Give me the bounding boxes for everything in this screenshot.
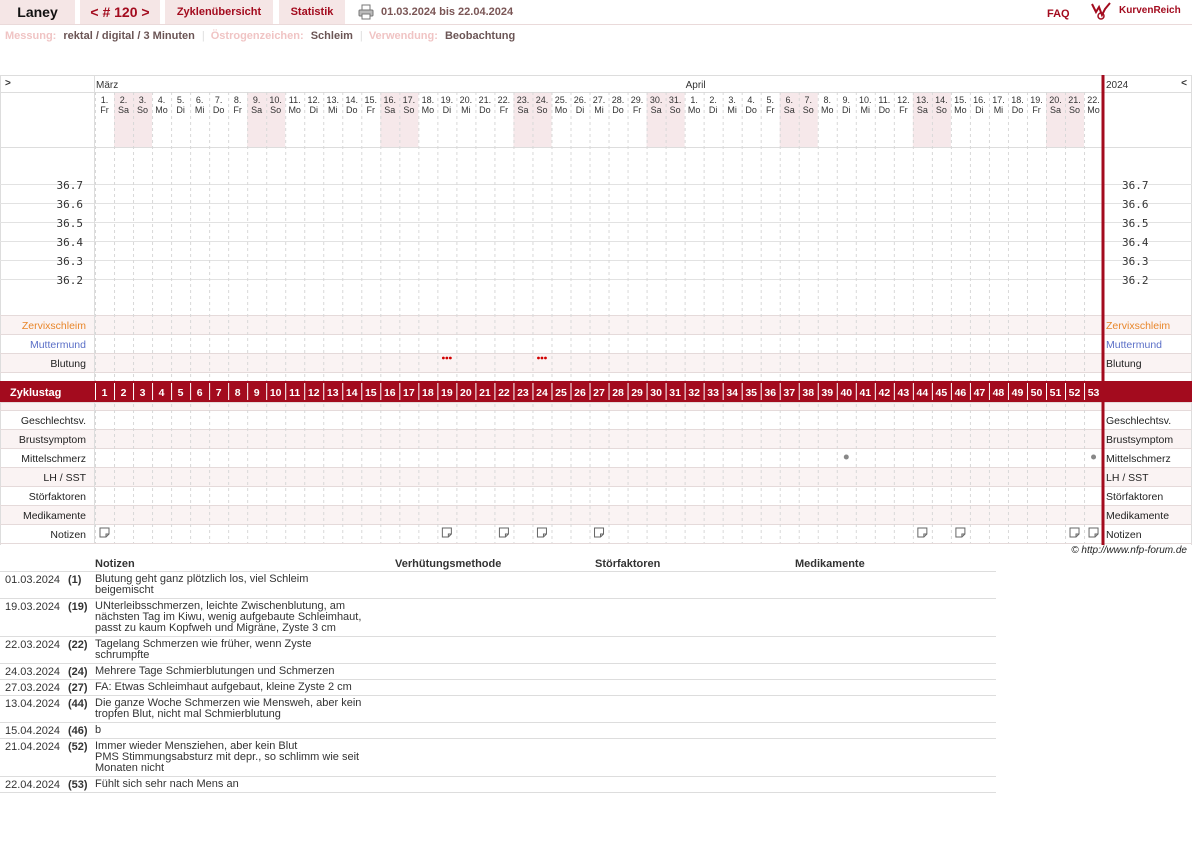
day-number: 3. <box>138 95 147 105</box>
cycleday-number: 43 <box>897 387 910 399</box>
row-label-disturb: Störfaktoren <box>28 491 86 503</box>
row-label-cervix: Zervixschleim <box>21 320 86 332</box>
notes-row <box>0 572 996 599</box>
row-label-right-bleeding: Blutung <box>1106 358 1142 370</box>
note-text: Tagelang Schmerzen wie früher, wenn Zyste schrumpfte <box>95 638 312 661</box>
day-number: 2. <box>709 95 717 105</box>
weekday-label: Di <box>575 105 585 115</box>
cycleday-number: 17 <box>402 387 415 399</box>
note-cycleday: (22) <box>68 639 88 651</box>
cycleday-number: 21 <box>479 387 491 399</box>
cycleday-number: 47 <box>973 387 986 399</box>
day-number: 20. <box>1049 95 1062 105</box>
note-date: 21.04.2024 <box>5 741 61 753</box>
cycleday-number: 31 <box>669 387 681 399</box>
cycleday-number: 26 <box>574 387 586 399</box>
note-text: Blutung geht ganz plötzlich los, viel Schleim beigemischt <box>95 573 309 596</box>
row-band <box>0 429 1192 448</box>
notes-row <box>0 739 996 777</box>
notes-table <box>0 557 996 793</box>
cycleday-number: 18 <box>422 387 434 399</box>
notes-row <box>0 696 996 723</box>
cycleday-number: 30 <box>650 387 662 399</box>
note-date: 27.03.2024 <box>5 682 61 694</box>
date-range: 01.03.2024 bis 22.04.2024 <box>381 6 514 18</box>
day-number: 5. <box>766 95 774 105</box>
day-number: 4. <box>747 95 755 105</box>
note-date: 19.03.2024 <box>5 601 61 613</box>
day-number: 18. <box>1011 95 1024 105</box>
day-number: 12. <box>307 95 320 105</box>
day-number: 8. <box>233 95 242 105</box>
month-label: März <box>96 80 119 91</box>
cycleday-number: 5 <box>177 387 184 399</box>
cycleday-number: 39 <box>821 387 834 399</box>
weekday-label: Mi <box>594 105 604 115</box>
day-number: 16. <box>383 95 397 105</box>
note-date: 24.03.2024 <box>5 666 61 678</box>
row-label-mumu: Muttermund <box>29 339 86 351</box>
temp-tick-label-right: 36.4 <box>1122 236 1149 249</box>
printer-icon[interactable] <box>358 4 374 20</box>
note-cycleday: (53) <box>68 779 88 791</box>
row-band <box>0 410 1192 429</box>
day-number: 21. <box>478 95 492 105</box>
weekday-label: Mi <box>461 105 471 115</box>
estrogen-value: Schleim <box>310 30 353 42</box>
midpain-marker <box>1091 455 1096 460</box>
note-cycleday: (24) <box>68 666 88 678</box>
copyright: © http://www.nfp-forum.de <box>1071 545 1187 556</box>
day-number: 7. <box>804 95 813 105</box>
day-number: 28. <box>611 95 625 105</box>
cycleday-label: Zyklustag <box>10 387 62 399</box>
note-cycleday: (52) <box>68 741 88 753</box>
weekday-label: Sa <box>118 105 130 115</box>
day-number: 29. <box>630 95 644 105</box>
day-number: 2. <box>119 95 128 105</box>
row-band <box>0 448 1192 467</box>
nav-prev-arrow: > <box>5 78 11 89</box>
note-cycleday: (46) <box>68 725 88 737</box>
row-label-meds: Medikamente <box>22 510 86 522</box>
day-number: 8. <box>823 95 832 105</box>
row-label-right-notes: Notizen <box>1106 529 1142 541</box>
bleeding-marker <box>544 357 547 360</box>
notes-row <box>0 637 996 664</box>
day-number: 23. <box>516 95 530 105</box>
cycleday-number: 34 <box>726 387 739 399</box>
notes-rows <box>0 572 996 793</box>
weekday-label: Fr <box>499 105 509 115</box>
row-label-right-mumu: Muttermund <box>1106 339 1163 351</box>
day-number: 24. <box>535 95 549 105</box>
usage-label: Verwendung: <box>368 30 438 42</box>
day-number: 13. <box>916 95 929 105</box>
day-number: 10. <box>859 95 872 105</box>
weekday-label: Fr <box>899 105 908 115</box>
weekday-label: Mo <box>821 105 834 115</box>
day-number: 5. <box>176 95 185 105</box>
note-icon[interactable] <box>442 528 451 537</box>
cycleday-number: 49 <box>1011 387 1024 399</box>
cycleday-number: 13 <box>326 387 339 399</box>
bleeding-marker <box>445 357 448 360</box>
note-cycleday: (44) <box>68 698 88 710</box>
weekday-label: Mi <box>727 105 737 115</box>
day-number: 16. <box>973 95 986 105</box>
note-text: Mehrere Tage Schmierblutungen und Schmerzen <box>95 665 335 677</box>
cycleday-number: 25 <box>555 387 567 399</box>
cycle-selector[interactable]: < # 120 > <box>80 0 160 24</box>
temp-tick-label: 36.2 <box>56 274 83 287</box>
weekday-label: So <box>403 105 415 115</box>
year-label: 2024 <box>1106 80 1129 91</box>
weekday-label: Do <box>479 105 491 115</box>
col-method: Verhütungsmethode <box>395 558 502 570</box>
weekday-label: Di <box>975 105 984 115</box>
row-band <box>0 486 1192 505</box>
cycleday-number: 48 <box>992 387 1005 399</box>
tab-cycle-overview[interactable]: Zyklenübersicht <box>165 0 273 24</box>
cycleday-number: 3 <box>139 387 146 399</box>
note-icon[interactable] <box>100 528 109 537</box>
weekday-label: So <box>669 105 681 115</box>
temp-tick-label: 36.4 <box>56 236 83 249</box>
cycleday-number: 12 <box>307 387 320 399</box>
temp-tick-label: 36.5 <box>56 217 83 230</box>
day-number: 1. <box>100 95 109 105</box>
temp-tick-label-right: 36.3 <box>1122 255 1149 268</box>
cycleday-number: 44 <box>916 387 929 399</box>
row-label-right-sex: Geschlechtsv. <box>1106 415 1172 427</box>
day-number: 11. <box>288 95 301 105</box>
weekday-label: Fr <box>1032 105 1041 115</box>
weekday-label: Do <box>612 105 624 115</box>
cycleday-number: 24 <box>536 387 548 399</box>
day-number: 19. <box>1030 95 1043 105</box>
notes-row <box>0 680 996 696</box>
row-band <box>0 467 1192 486</box>
note-date: 22.03.2024 <box>5 639 61 651</box>
weekday-label: Do <box>1011 105 1024 115</box>
notes-header <box>0 557 996 572</box>
weekday-label: Sa <box>650 105 662 115</box>
bleeding-marker <box>449 357 452 360</box>
measurement-value: rektal / digital / 3 Minuten <box>63 30 195 42</box>
weekday-label: Mi <box>860 105 871 115</box>
temp-tick-label: 36.6 <box>56 198 83 211</box>
weekday-label: So <box>536 105 548 115</box>
note-text: Immer wieder Mensziehen, aber kein Blut PMS Stimmungsabsturz mit depr., so schlimm wie seit Monaten nicht <box>95 740 360 774</box>
row-label-right-midpain: Mittelschmerz <box>1106 453 1171 465</box>
weekday-label: Sa <box>384 105 396 115</box>
cycleday-number: 50 <box>1030 387 1043 399</box>
day-number: 15. <box>954 95 967 105</box>
weekday-label: Mo <box>1087 105 1100 115</box>
row-label-bleeding: Blutung <box>50 358 86 370</box>
cycleday-number: 9 <box>253 387 260 399</box>
cycleday-number: 40 <box>840 387 853 399</box>
row-band <box>0 372 1192 381</box>
weekday-label: Sa <box>517 105 529 115</box>
user-name[interactable]: Laney <box>0 0 75 24</box>
weekday-label: Sa <box>783 105 795 115</box>
row-label-right-meds: Medikamente <box>1106 510 1170 522</box>
weekday-label: Di <box>842 105 851 115</box>
faq-link[interactable]: FAQ <box>1047 8 1070 20</box>
day-number: 14. <box>935 95 948 105</box>
weekday-label: Do <box>745 105 757 115</box>
note-date: 13.04.2024 <box>5 698 61 710</box>
col-notes: Notizen <box>95 558 135 570</box>
cycleday-number: 19 <box>441 387 453 399</box>
cycleday-number: 14 <box>345 387 358 399</box>
weekday-label: Mi <box>993 105 1004 115</box>
weekday-label: So <box>935 105 947 115</box>
row-label-lh: LH / SST <box>43 472 86 484</box>
cycleday-number: 37 <box>783 387 796 399</box>
month-label: April <box>685 80 706 91</box>
day-number: 19. <box>440 95 454 105</box>
day-number: 17. <box>402 95 416 105</box>
kurvenreich-logo-icon <box>1090 1 1112 21</box>
note-icon[interactable] <box>1070 528 1079 537</box>
weekday-label: Mo <box>687 105 701 115</box>
row-label-breast: Brustsymptom <box>18 434 86 446</box>
cycleday-number: 15 <box>364 387 377 399</box>
measurement-info: Messung: rektal / digital / 3 Minuten | Östrogenzeichen: Schleim | Verwendung: Beobachtung <box>5 30 516 42</box>
temp-tick-label-right: 36.2 <box>1122 274 1149 287</box>
weekday-label: Sa <box>251 105 263 115</box>
row-label-right-cervix: Zervixschleim <box>1106 320 1171 332</box>
day-number: 25. <box>554 95 568 105</box>
day-number: 20. <box>459 95 473 105</box>
cycleday-number: 33 <box>707 387 719 399</box>
cycleday-number: 4 <box>158 387 165 399</box>
note-text: UNterleibsschmerzen, leichte Zwischenblutung, am nächsten Tag im Kiwu, wenig aufgebaute Schleimhaut, passt zu kaum Kopfweh und Migräne, Zyste 3 cm <box>95 600 362 634</box>
note-icon[interactable] <box>1089 528 1098 537</box>
cycleday-number: 53 <box>1087 387 1100 399</box>
note-icon[interactable] <box>595 528 604 537</box>
cycleday-number: 35 <box>745 387 758 399</box>
weekday-label: Sa <box>1050 105 1062 115</box>
day-number: 15. <box>364 95 378 105</box>
cycleday-number: 46 <box>954 387 967 399</box>
day-number: 4. <box>157 95 166 105</box>
day-number: 6. <box>195 95 204 105</box>
day-number: 26. <box>573 95 587 105</box>
weekday-label: Fr <box>366 105 376 115</box>
usage-value: Beobachtung <box>444 30 516 42</box>
cycleday-number: 29 <box>631 387 643 399</box>
weekday-label: Mo <box>288 105 301 115</box>
weekday-label: Mo <box>954 105 967 115</box>
note-cycleday: (19) <box>68 601 88 613</box>
note-text: Fühlt sich sehr nach Mens an <box>95 778 239 790</box>
row-label-right-breast: Brustsymptom <box>1106 434 1174 446</box>
weekday-label: So <box>270 105 282 115</box>
temp-tick-label-right: 36.7 <box>1122 179 1149 192</box>
row-band <box>0 353 1192 372</box>
day-number: 12. <box>897 95 910 105</box>
cycleday-number: 8 <box>234 387 241 399</box>
bleeding-marker <box>537 357 540 360</box>
weekday-label: So <box>1069 105 1081 115</box>
day-number: 13. <box>326 95 340 105</box>
temp-tick-label: 36.7 <box>56 179 83 192</box>
notes-row <box>0 664 996 680</box>
day-number: 9. <box>842 95 851 105</box>
temp-tick-label: 36.3 <box>56 255 83 268</box>
weekday-label: So <box>137 105 149 115</box>
weekday-label: Di <box>442 105 452 115</box>
day-number: 22. <box>497 95 511 105</box>
weekday-label: Mo <box>155 105 168 115</box>
day-number: 17. <box>992 95 1005 105</box>
row-label-notes: Notizen <box>50 529 86 541</box>
temp-tick-label-right: 36.6 <box>1122 198 1149 211</box>
notes-row <box>0 777 996 793</box>
weekday-label: So <box>802 105 814 115</box>
note-date: 01.03.2024 <box>5 574 61 586</box>
cycleday-number: 28 <box>612 387 624 399</box>
cycleday-number: 27 <box>593 387 605 399</box>
day-number: 10. <box>269 95 282 105</box>
nav-next-arrow: < <box>1181 78 1187 89</box>
weekday-label: Do <box>878 105 891 115</box>
cycleday-number: 20 <box>460 387 472 399</box>
midpain-marker <box>844 455 849 460</box>
note-cycleday: (1) <box>68 574 82 586</box>
day-number: 14. <box>345 95 359 105</box>
day-number: 6. <box>785 95 793 105</box>
weekday-label: Mi <box>194 105 205 115</box>
note-cycleday: (27) <box>68 682 88 694</box>
cycleday-number: 7 <box>215 387 222 399</box>
weekday-label: Di <box>708 105 718 115</box>
note-icon[interactable] <box>956 528 965 537</box>
row-band <box>0 505 1192 524</box>
day-number: 9. <box>252 95 261 105</box>
cycle-chart <box>0 75 1192 545</box>
cycleday-number: 16 <box>383 387 396 399</box>
row-band <box>0 334 1192 353</box>
day-number: 31. <box>668 95 682 105</box>
temp-tick-label-right: 36.5 <box>1122 217 1149 230</box>
cycleday-number: 42 <box>878 387 891 399</box>
col-meds: Medikamente <box>795 558 865 570</box>
weekday-label: Mo <box>421 105 435 115</box>
cycleday-number: 2 <box>120 387 127 399</box>
day-number: 18. <box>421 95 435 105</box>
day-number: 1. <box>690 95 698 105</box>
cycleday-number: 41 <box>859 387 872 399</box>
bleeding-marker <box>541 357 544 360</box>
weekday-label: Mi <box>328 105 338 115</box>
day-number: 3. <box>728 95 736 105</box>
measurement-label: Messung: <box>5 30 57 42</box>
cycleday-number: 38 <box>802 387 815 399</box>
cycleday-number: 52 <box>1068 387 1081 399</box>
row-label-sex: Geschlechtsv. <box>20 415 86 427</box>
brand-name[interactable]: KurvenReich <box>1119 5 1181 16</box>
col-disturb: Störfaktoren <box>595 558 661 570</box>
cycleday-number: 6 <box>196 387 203 399</box>
row-label-midpain: Mittelschmerz <box>21 453 86 465</box>
cycleday-number: 1 <box>101 387 108 399</box>
cycleday-number: 51 <box>1049 387 1062 399</box>
weekday-label: Do <box>212 105 225 115</box>
note-icon[interactable] <box>537 528 546 537</box>
day-number: 22. <box>1087 95 1100 105</box>
note-date: 22.04.2024 <box>5 779 61 791</box>
note-date: 15.04.2024 <box>5 725 61 737</box>
weekday-label: Fr <box>100 105 109 115</box>
day-number: 21. <box>1068 95 1081 105</box>
row-label-right-disturb: Störfaktoren <box>1106 491 1164 503</box>
row-band <box>0 402 1192 410</box>
cycleday-number: 36 <box>764 387 777 399</box>
tab-statistics[interactable]: Statistik <box>279 0 345 24</box>
cycleday-number: 45 <box>935 387 948 399</box>
note-text: Die ganze Woche Schmerzen wie Mensweh, aber kein tropfen Blut, nicht mal Schmierblutung <box>95 697 362 720</box>
weekday-label: Fr <box>765 105 775 115</box>
notes-row <box>0 723 996 739</box>
weekday-label: Mo <box>554 105 568 115</box>
weekday-label: Di <box>309 105 318 115</box>
note-text: b <box>95 724 102 736</box>
weekday-label: Sa <box>916 105 928 115</box>
row-label-right-lh: LH / SST <box>1106 472 1149 484</box>
note-icon[interactable] <box>918 528 927 537</box>
weekday-label: Fr <box>233 105 242 115</box>
cycleday-number: 22 <box>498 387 510 399</box>
weekday-label: Do <box>346 105 358 115</box>
top-bar <box>0 0 1192 25</box>
cycleday-number: 32 <box>688 387 700 399</box>
cycleday-number: 11 <box>289 387 301 399</box>
notes-row <box>0 599 996 637</box>
day-number: 30. <box>649 95 663 105</box>
row-band <box>0 315 1192 334</box>
estrogen-label: Östrogenzeichen: <box>210 30 304 42</box>
note-icon[interactable] <box>499 528 508 537</box>
cycleday-number: 10 <box>269 387 282 399</box>
day-number: 11. <box>878 95 891 105</box>
weekday-label: Di <box>176 105 185 115</box>
note-text: FA: Etwas Schleimhaut aufgebaut, kleine Zyste 2 cm <box>95 681 352 693</box>
cycleday-number: 23 <box>517 387 529 399</box>
day-number: 7. <box>214 95 223 105</box>
day-number: 27. <box>592 95 606 105</box>
bleeding-marker <box>442 357 445 360</box>
weekday-label: Fr <box>632 105 642 115</box>
